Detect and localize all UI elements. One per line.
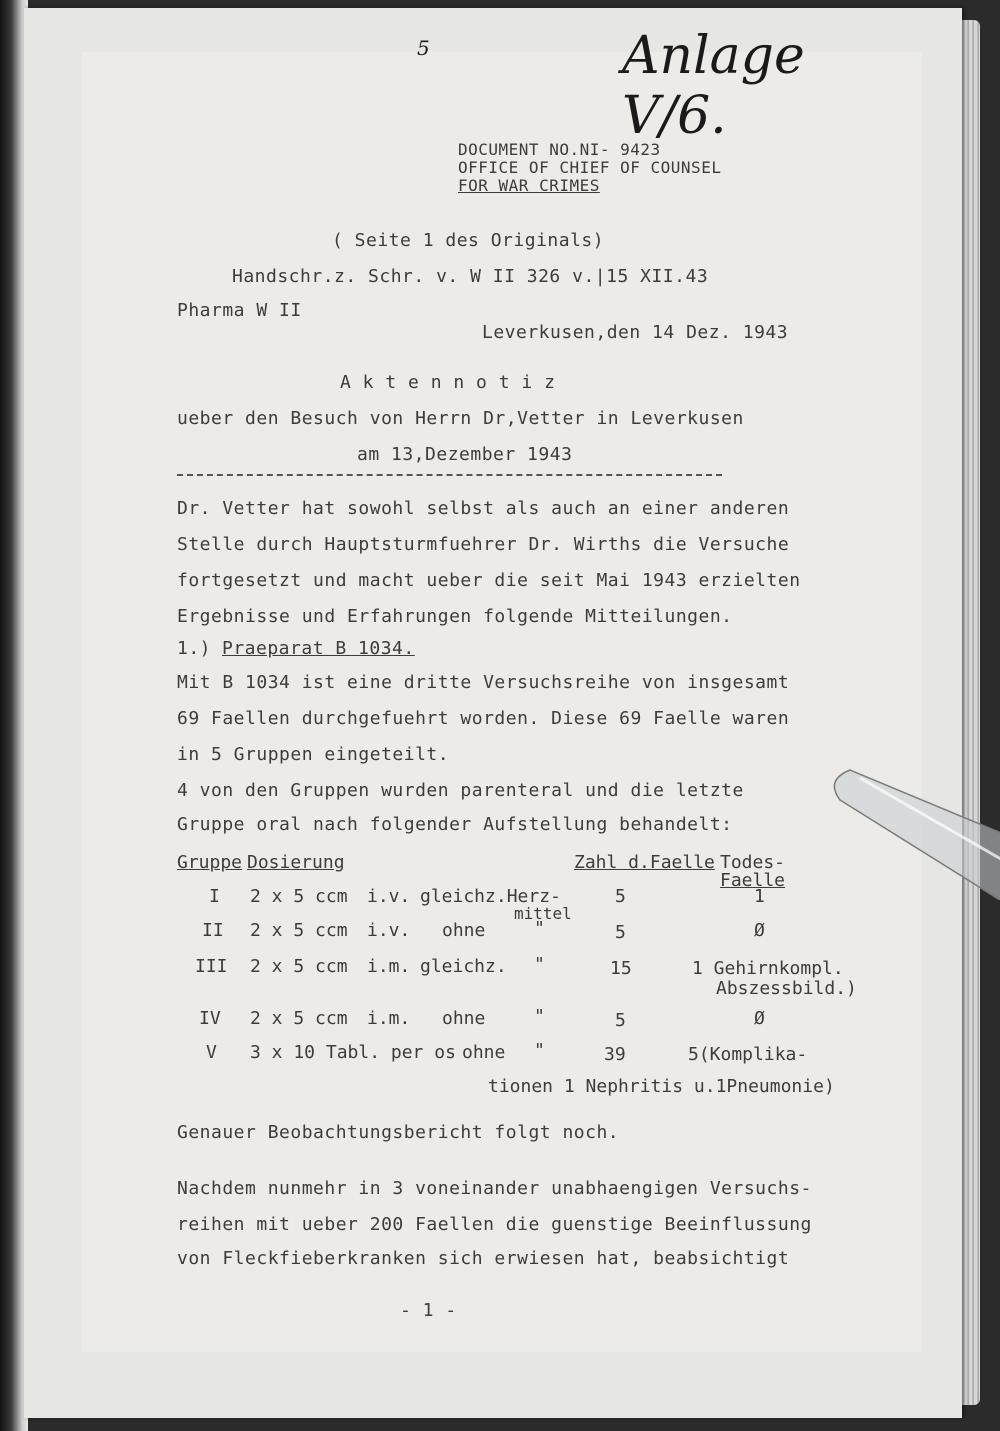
memo-subject-line1: ueber den Besuch von Herrn Dr,Vetter in Leverkusen — [177, 408, 744, 429]
table-cell-cases: 15 — [610, 958, 632, 979]
table-cell-group: I — [209, 886, 220, 907]
report-note: Genauer Beobachtungsbericht folgt noch. — [177, 1122, 620, 1143]
table-cell-route: i.v. — [367, 920, 411, 941]
page-number: - 1 - — [400, 1300, 457, 1321]
department: Pharma W II — [177, 300, 302, 321]
office-line: OFFICE OF CHIEF OF COUNSEL — [458, 158, 722, 177]
table-cell-cases: 39 — [604, 1044, 626, 1065]
table-cell-cases: 5 — [615, 886, 626, 907]
table-cell-ditto: " — [534, 1040, 545, 1061]
table-cell-cases: 5 — [615, 922, 626, 943]
paragraph-3-line: reihen mit ueber 200 Faellen die guenstige Beeinflussung — [177, 1214, 812, 1235]
table-cell-dose: 2 x 5 ccm — [250, 1008, 348, 1029]
paragraph-1-line: Dr. Vetter hat sowohl selbst als auch an einer anderen — [177, 498, 790, 519]
table-cell-drug-2: mittel — [514, 904, 572, 923]
table-header-dosage: Dosierung — [247, 852, 345, 873]
table-cell-route: i.m. — [367, 956, 411, 977]
original-page-note: ( Seite 1 des Originals) — [332, 230, 605, 251]
table-cell-drug: ohne — [462, 1042, 506, 1063]
table-cell-deaths: 5(Komplika- — [688, 1044, 808, 1065]
table-cell-ditto: " — [534, 918, 545, 939]
table-cell-deaths: Ø — [754, 1008, 765, 1029]
table-header-group: Gruppe — [177, 852, 243, 873]
table-cell-ditto: " — [534, 954, 545, 975]
table-header-deaths-2: Faelle — [720, 870, 786, 891]
table-cell-deaths: 1 — [754, 886, 765, 907]
paragraph-2-line: 4 von den Gruppen wurden parenteral und die letzte — [177, 780, 744, 801]
table-cell-drug: ohne — [442, 1008, 486, 1029]
paragraph-1-line: Stelle durch Hauptsturmfuehrer Dr. Wirths die Versuche — [177, 534, 790, 555]
paragraph-1-line: fortgesetzt und macht ueber die seit Mai 1943 erzielten — [177, 570, 801, 591]
table-continuation: tionen 1 Nephritis u.1Pneumonie) — [488, 1076, 835, 1097]
section-number: 1.) — [177, 638, 212, 659]
table-cell-drug: ohne — [442, 920, 486, 941]
annex-stamp: Anlage V/6. — [622, 26, 805, 146]
place-date: Leverkusen,den 14 Dez. 1943 — [482, 322, 789, 343]
table-cell-dose: 2 x 5 ccm — [250, 920, 348, 941]
section-title: Praeparat B 1034. — [222, 638, 415, 659]
paragraph-3-line: von Fleckfieberkranken sich erwiesen hat, beabsichtigt — [177, 1248, 790, 1269]
table-header-deaths: Todes- — [720, 852, 786, 873]
document-page — [24, 8, 962, 1418]
table-cell-route: i.v. — [367, 886, 411, 907]
paragraph-2-line: Gruppe oral nach folgender Aufstellung behandelt: — [177, 814, 733, 835]
table-cell-drug: gleichz. — [420, 956, 507, 977]
table-cell-dose: 2 x 5 ccm — [250, 886, 348, 907]
table-cell-group: V — [206, 1042, 217, 1063]
glass-page-holder-icon — [830, 760, 1000, 900]
divider — [177, 474, 722, 476]
table-cell-group: IV — [199, 1008, 221, 1029]
paragraph-2-line: in 5 Gruppen eingeteilt. — [177, 744, 450, 765]
paragraph-2-line: 69 Faellen durchgefuehrt worden. Diese 69 Faelle waren — [177, 708, 790, 729]
handwritten-reference: Handschr.z. Schr. v. W II 326 v.|15 XII.43 — [232, 266, 709, 287]
table-header-cases: Zahl d.Faelle — [574, 852, 715, 873]
memo-subject-line2: am 13,Dezember 1943 — [357, 444, 573, 465]
table-cell-dose: 3 x 10 Tabl. per os — [250, 1042, 456, 1063]
table-cell-cases: 5 — [615, 1010, 626, 1031]
paragraph-2-line: Mit B 1034 ist eine dritte Versuchsreihe von insgesamt — [177, 672, 790, 693]
table-cell-route: i.m. — [367, 1008, 411, 1029]
paragraph-1-line: Ergebnisse und Erfahrungen folgende Mitteilungen. — [177, 606, 733, 627]
table-cell-group: III — [195, 956, 228, 977]
page-mark: 5 — [417, 36, 430, 60]
table-cell-drug: gleichz.Herz- — [420, 886, 561, 907]
typed-sheet — [82, 26, 922, 1352]
table-cell-deaths: Ø — [754, 920, 765, 941]
memo-heading: A k t e n n o t i z — [340, 372, 556, 393]
document-number: DOCUMENT NO.NI- 9423 — [458, 140, 661, 159]
paragraph-3-line: Nachdem nunmehr in 3 voneinander unabhaengigen Versuchs- — [177, 1178, 812, 1199]
table-cell-deaths-2: Abszessbild.) — [716, 978, 857, 999]
table-cell-group: II — [202, 920, 224, 941]
table-cell-ditto: " — [534, 1006, 545, 1027]
for-war-crimes: FOR WAR CRIMES — [458, 176, 600, 195]
table-cell-dose: 2 x 5 ccm — [250, 956, 348, 977]
table-cell-deaths: 1 Gehirnkompl. — [692, 958, 844, 979]
